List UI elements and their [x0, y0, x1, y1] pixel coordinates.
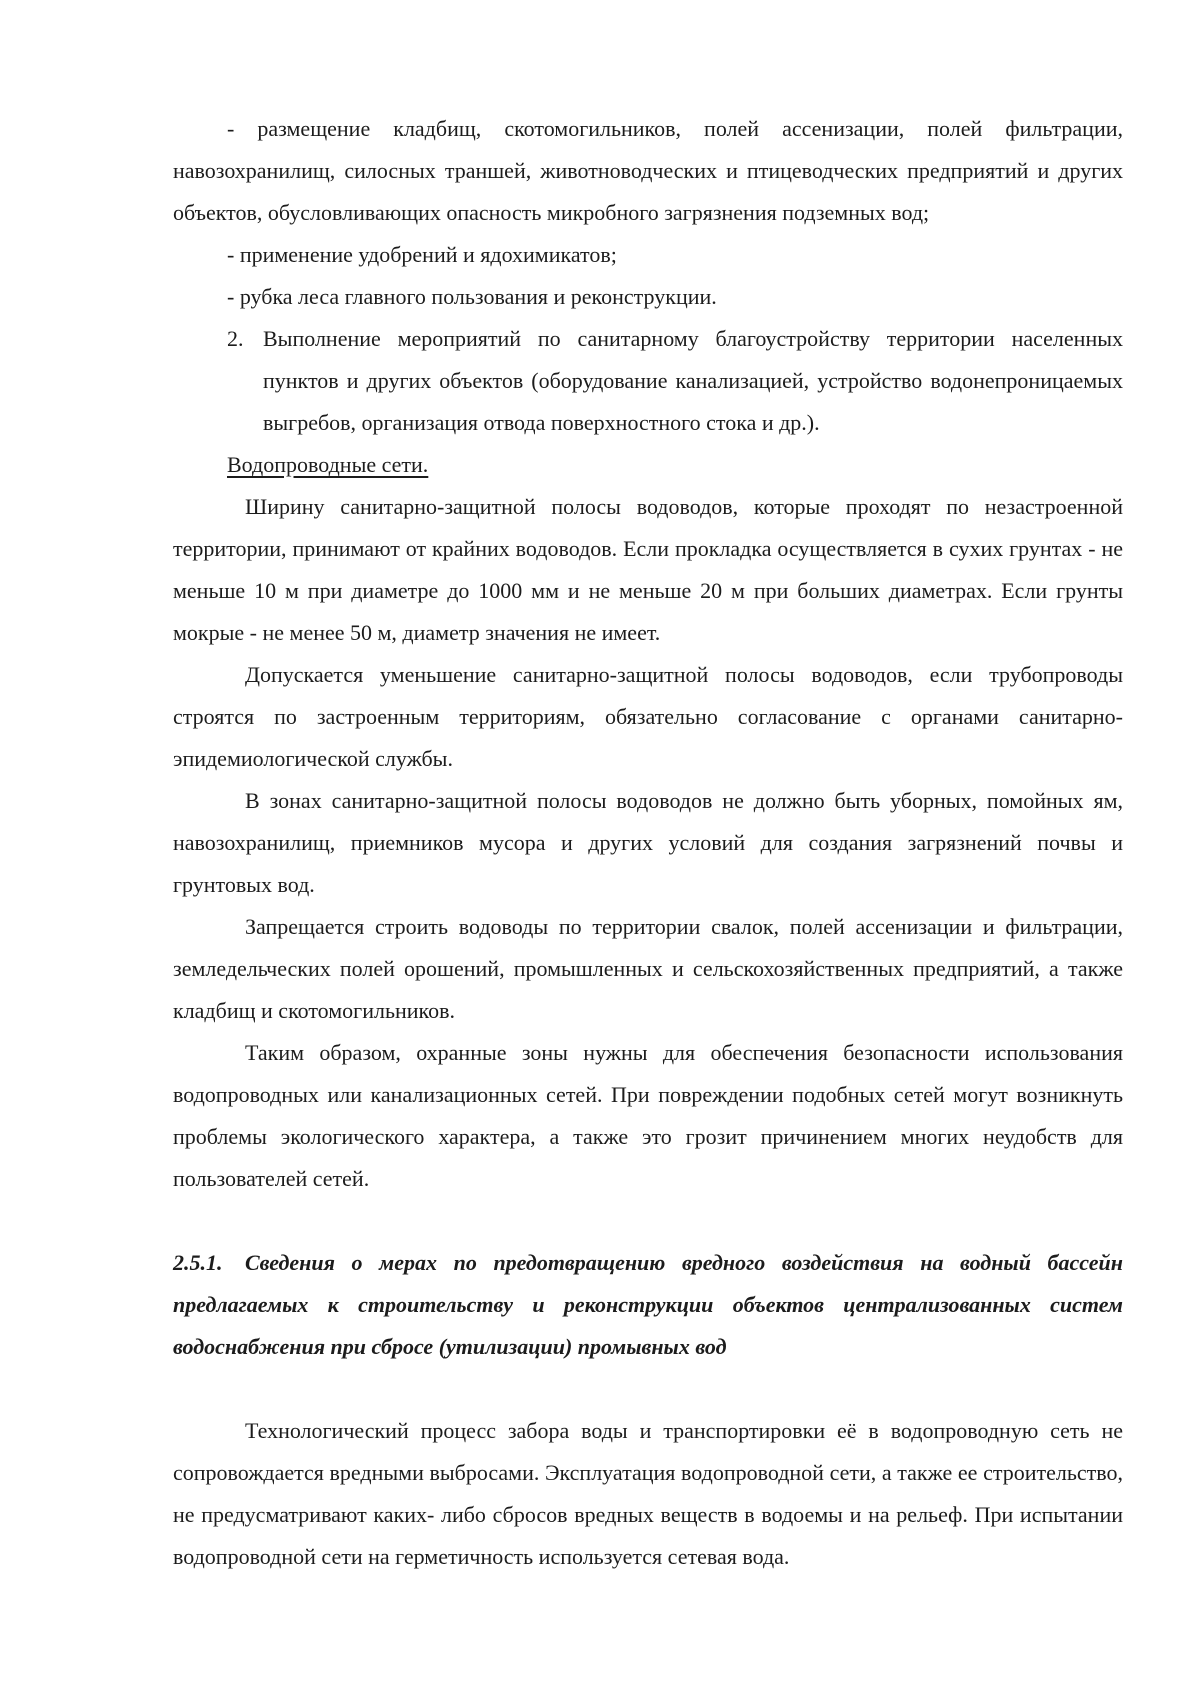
subheading-water-networks — [173, 444, 1123, 486]
paragraph-technological-process: Технологический процесс забора воды и транспортировки её в водопроводную сеть не сопровождается вредными выбросами. Эксплуатация водопроводной сети, а также ее строительство, не предусматривают каких- либо сбросов вредных веществ в водоемы и на рельеф. При испытании водопроводной сети на герметичность используется сетевая вода. — [173, 1418, 1123, 1569]
paragraph-conclusion: Таким образом, охранные зоны нужны для обеспечения безопасности использования водопроводных или канализационных сетей. При повреждении подобных сетей могут возникнуть проблемы экологического характера, а также это грозит причинением многих неудобств для пользователей сетей. — [173, 1040, 1123, 1191]
paragraph-forbidden-objects: В зонах санитарно-защитной полосы водоводов не должно быть уборных, помойных ям, навозохранилищ, приемников мусора и других условий для создания загрязнений почвы и грунтовых вод. — [173, 788, 1123, 897]
numbered-item-2 — [173, 318, 1123, 444]
dash-item-logging: - рубка леса главного пользования и реконструкции. — [227, 284, 717, 309]
section-spacer-after — [173, 1368, 1123, 1410]
section-spacer — [173, 1200, 1123, 1242]
paragraph-strip-reduction: Допускается уменьшение санитарно-защитной полосы водоводов, если трубопроводы строятся по застроенным территориям, обязательно согласование с органами санитарно-эпидемиологической службы. — [173, 662, 1123, 771]
section-heading — [173, 1242, 1123, 1368]
section-title-text: Сведения о мерах по предотвращению вредного воздействия на водный бассейн предлагаемых к строительству и реконструкции объектов централизованных систем водоснабжения при сбросе (утилизации) промывных вод — [173, 1250, 1123, 1359]
list-item-text: Выполнение мероприятий по санитарному благоустройству территории населенных пунктов и других объектов (оборудование канализацией, устройство водонепроницаемых выгребов, организация отвода поверхностного стока и др.). — [263, 326, 1123, 435]
paragraph-construction-ban: Запрещается строить водоводы по территории свалок, полей ассенизации и фильтрации, земледельческих полей орошений, промышленных и сельскохозяйственных предприятий, а также кладбищ и скотомогильников. — [173, 914, 1123, 1023]
subheading-text: Водопроводные сети. — [227, 452, 429, 477]
list-number: 2. — [227, 326, 244, 351]
section-number: 2.5.1. — [173, 1250, 223, 1275]
dash-item-fertilizers: - применение удобрений и ядохимикатов; — [227, 242, 617, 267]
dash-item-burial-sites: - размещение кладбищ, скотомогильников, полей ассенизации, полей фильтрации, навозохранилищ, силосных траншей, животноводческих и птицеводческих предприятий и других объектов, обусловливающих опасность микробного загрязнения подземных вод; — [173, 116, 1123, 225]
document-body — [173, 108, 1123, 1578]
paragraph-strip-width: Ширину санитарно-защитной полосы водоводов, которые проходят по незастроенной территории, принимают от крайних водоводов. Если прокладка осуществляется в сухих грунтах - не меньше 10 м при диаметре до 1000 мм и не меньше 20 м при больших диаметрах. Если грунты мокрые - не менее 50 м, диаметр значения не имеет. — [173, 494, 1123, 645]
